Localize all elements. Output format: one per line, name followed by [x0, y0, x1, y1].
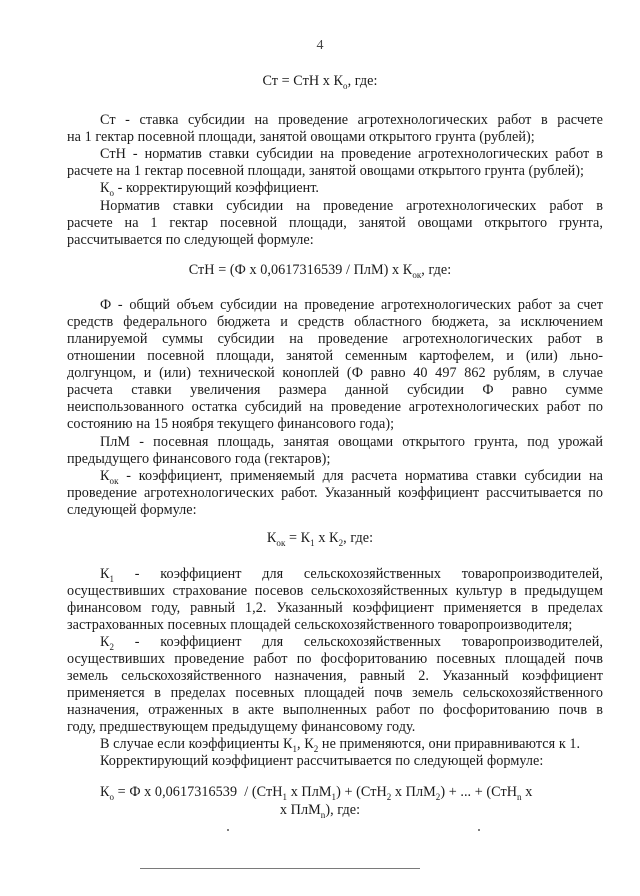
normativ-line-3: рассчитывается по следующей формуле: — [67, 232, 314, 248]
def-f-line-1: Ф - общий объем субсидии на проведение агротехнологических работ за счет — [100, 297, 603, 313]
normativ-line-2: расчете на 1 гектар посевной площади, занятой овощами открытого грунта, — [67, 215, 603, 231]
korr-intro: Корректирующий коэффициент рассчитывается по следующей формуле: — [100, 753, 544, 769]
def-k2-line-3: земель сельскохозяйственного назначения, равный 2. Указанный коэффициент — [67, 668, 603, 684]
def-plm-line-2: предыдущего финансового года (гектаров); — [67, 451, 331, 467]
def-f-line-2: средств федерального бюджета и средств областного бюджета, за исключением — [67, 314, 603, 330]
def-k1-line-4: застрахованных посевных площадей сельскохозяйственного товаропроизводителя; — [67, 617, 573, 633]
note-k-coefficients: В случае если коэффициенты $К_1$, $К_2$ не применяются, они приравниваются к 1. — [100, 736, 581, 754]
def-st-line-1: Ст - ставка субсидии на проведение агротехнологических работ в расчете — [100, 112, 603, 128]
def-k1-line-3: финансовом году, равный 1,2. Указанный коэффициент применяется в пределах — [67, 600, 603, 616]
def-stn-line-2: расчете на 1 гектар посевной площади, занятой овощами открытого грунта (рублей); — [67, 163, 585, 179]
formula-ko-line-2: х ПлМ$_n$), где: — [279, 802, 361, 820]
def-ko: $К_о$ - корректирующий коэффициент. — [100, 180, 319, 198]
def-stn-line-1: СтН - норматив ставки субсидии на проведение агротехнологических работ в — [100, 146, 603, 162]
normativ-line-1: Норматив ставки субсидии на проведение агротехнологических работ в — [100, 198, 603, 214]
formula-kok: $К_{ок} = К_1$ х $К_2$, где: — [266, 530, 374, 548]
page-number: 4 — [316, 38, 324, 53]
def-k1-line-1: $К_1$ - коэффициент для сельскохозяйственных товаропроизводителей, — [100, 566, 603, 584]
def-st-line-2: на 1 гектар посевной площади, занятой овощами открытого грунта (рублей); — [67, 129, 535, 145]
def-f-line-4: отношении посевной площади, занятой семенным картофелем, и (или) льно- — [67, 348, 603, 364]
def-kok-line-3: следующей формуле: — [67, 502, 197, 518]
def-k2-line-4: применяется в пределах посевных площадей почв земель сельскохозяйственного — [67, 685, 603, 701]
formula-st: Ст = СтН х $К_о$, где: — [262, 73, 378, 91]
def-plm-line-1: ПлМ - посевная площадь, занятая овощами открытого грунта, под урожай — [100, 434, 603, 450]
def-k2-line-1: $К_2$ - коэффициент для сельскохозяйственных товаропроизводителей, — [100, 634, 603, 652]
scan-speck — [478, 829, 480, 831]
def-f-line-8: состоянию на 15 ноября текущего финансового года); — [67, 416, 395, 432]
def-k2-line-2: осуществивших проведение работ по фосфоритованию посевных площадей почв — [67, 651, 603, 667]
def-k2-line-6: году, предшествующем предыдущему финансовому году. — [67, 719, 416, 735]
def-kok-line-1: $К_{ок}$ - коэффициент, применяемый для расчета норматива ставки субсидии на — [100, 468, 603, 486]
formula-ko-line-1: $К_о = Ф$ х 0,0617316539 / (СтН$_1$ х ПлМ$_1$) + (СтН$_2$ х ПлМ$_2$) + ... + (СтН$_n$ х — [100, 784, 533, 802]
def-f-line-5: долгунцом, и (или) технической коноплей (Ф равно 40 497 862 рублям, в случае — [67, 365, 603, 381]
formula-stn: СтН = (Ф х 0,0617316539 / ПлМ) х $К_{ок}$, где: — [188, 262, 452, 280]
scan-speck — [227, 829, 229, 831]
def-f-line-6: расчета ставки увеличения размера данной субсидии Ф равно сумме — [67, 382, 603, 398]
def-f-line-7: неиспользованного остатка субсидий на проведение агротехнологических работ по — [67, 399, 603, 415]
def-k1-line-2: осуществивших страхование посевов сельскохозяйственных культур в предыдущем — [67, 583, 603, 599]
def-f-line-3: планируемой суммы субсидии на проведение агротехнологических работ в — [67, 331, 603, 347]
bottom-rule — [140, 868, 420, 869]
def-kok-line-2: проведение агротехнологических работ. Указанный коэффициент рассчитывается по — [67, 485, 603, 501]
def-k2-line-5: назначения, отраженных в акте выполненных работ по фосфоритованию почв в — [67, 702, 603, 718]
